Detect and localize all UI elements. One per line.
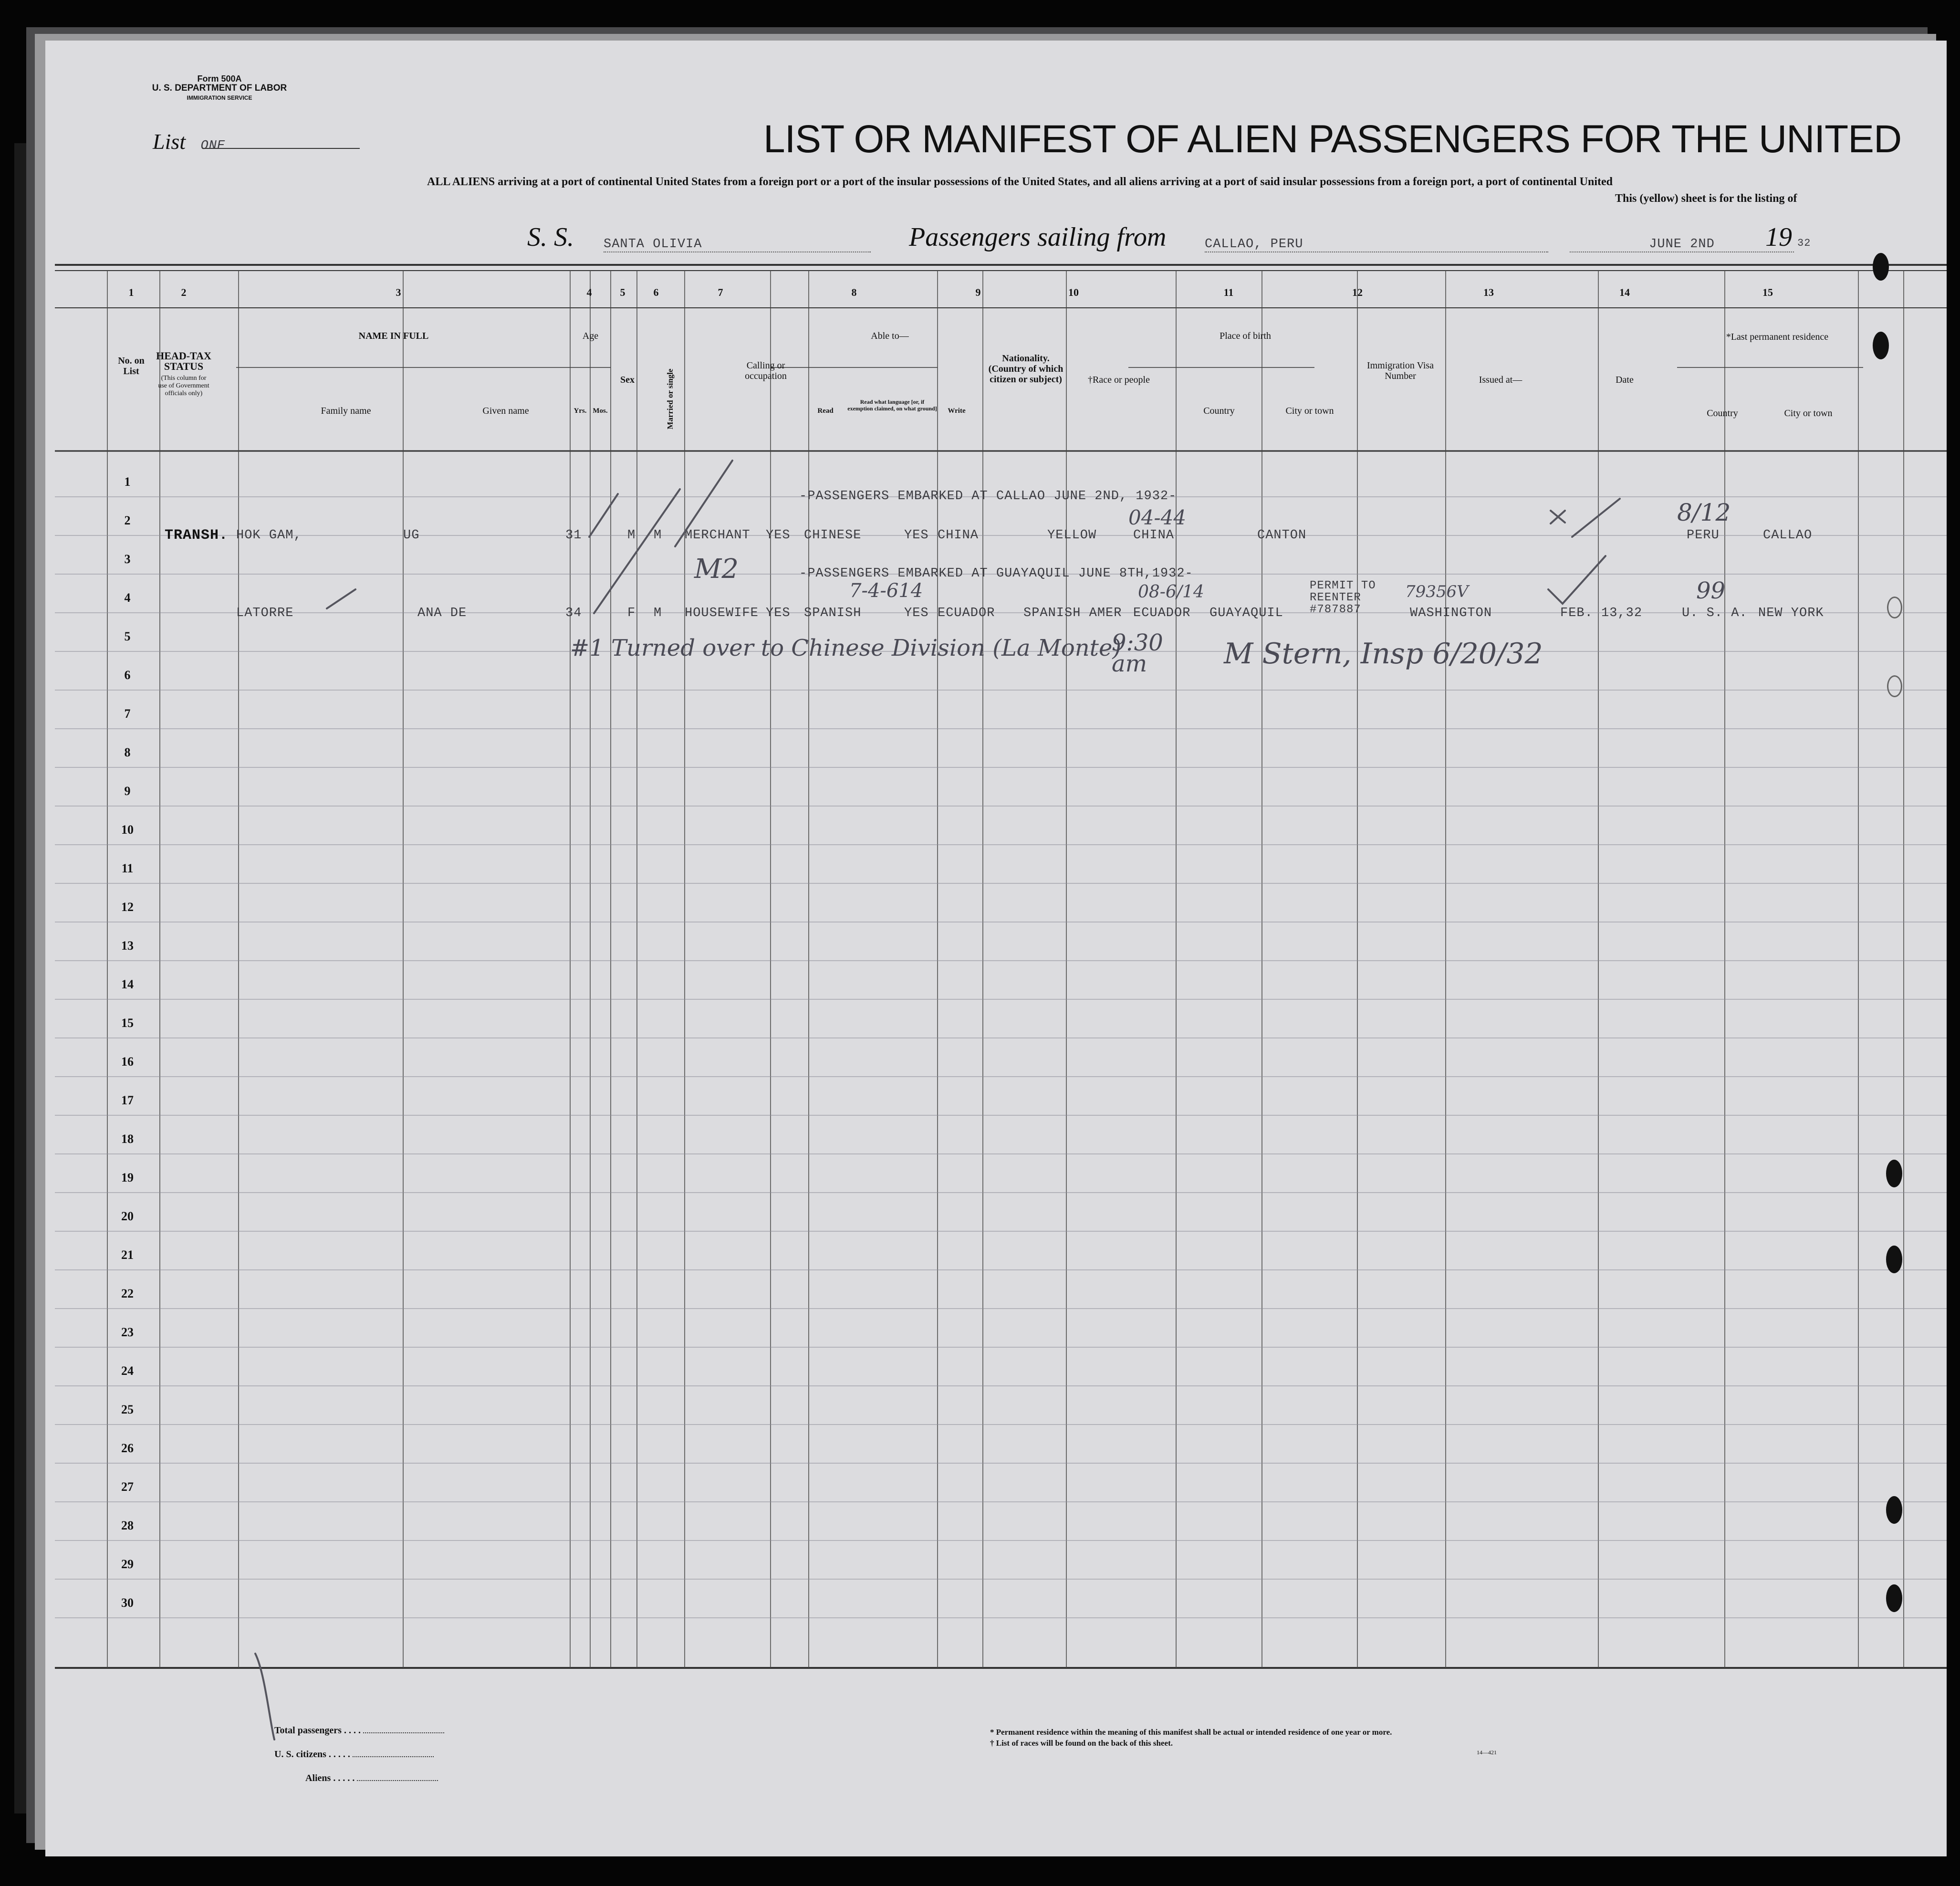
long-stroke-2 xyxy=(675,461,732,546)
header-visa: Immigration Visa Number xyxy=(1366,360,1434,381)
col-number-2: 2 xyxy=(181,286,187,298)
col-number-13: 13 xyxy=(1483,286,1494,298)
row-number: 15 xyxy=(121,1016,134,1030)
header-mos: Mos. xyxy=(593,407,608,415)
sailing-date: JUNE 2ND xyxy=(1570,237,1794,252)
row-number: 9 xyxy=(124,784,131,798)
col-number-6: 6 xyxy=(653,286,659,298)
header-able-to: Able to— xyxy=(871,331,909,341)
year-prefix: 19 xyxy=(1765,222,1792,252)
row4-birth-country: ECUADOR xyxy=(1133,606,1191,620)
row4-occupation: HOUSEWIFE xyxy=(685,606,759,620)
footer-note-races: † List of races will be found on the back of this sheet. xyxy=(990,1739,1173,1748)
row4-sex: F xyxy=(627,606,636,620)
col-number-1: 1 xyxy=(128,286,134,298)
form-number: Form 500A xyxy=(197,74,242,84)
row2-age: 31 xyxy=(565,528,582,543)
hw-res-note: 99 xyxy=(1696,577,1726,604)
col-number-12: 12 xyxy=(1352,286,1363,298)
row4-race: SPANISH AMER xyxy=(1023,606,1122,620)
row-number: 30 xyxy=(121,1596,134,1610)
service-name: IMMIGRATION SERVICE xyxy=(187,94,252,101)
col-number-7: 7 xyxy=(718,286,723,298)
row-number: 2 xyxy=(124,513,131,527)
header-date: Date xyxy=(1616,375,1634,385)
footer-total-passengers: Total passengers . . . . xyxy=(274,1725,444,1736)
header-yrs: Yrs. xyxy=(573,407,587,415)
row2-read: YES xyxy=(766,528,791,543)
binder-hole xyxy=(1873,253,1889,281)
binder-hole xyxy=(1886,1246,1902,1273)
row-number: 21 xyxy=(121,1248,134,1262)
col-number-9: 9 xyxy=(975,286,981,298)
footer-us-citizens: U. S. citizens . . . . . xyxy=(274,1749,434,1760)
total-label: Total passengers xyxy=(274,1725,342,1736)
hw-row2-mark: 8/12 xyxy=(1677,499,1731,526)
binder-hole xyxy=(1887,675,1902,697)
ss-label: S. S. xyxy=(527,222,574,252)
header-calling: Calling or occupation xyxy=(745,360,787,381)
header-given-name: Given name xyxy=(482,406,529,416)
list-label: List xyxy=(153,129,186,154)
citizens-label: U. S. citizens xyxy=(274,1749,326,1760)
row-number: 27 xyxy=(121,1480,134,1494)
row4-language: SPANISH xyxy=(804,606,862,620)
row4-married: M xyxy=(654,606,662,620)
row4-family-name: LATORRE xyxy=(236,606,294,620)
row-number: 8 xyxy=(124,745,131,759)
row2-birth-city: CANTON xyxy=(1257,528,1307,543)
header-nationality: Nationality. (Country of which citizen or subject) xyxy=(988,353,1063,385)
row2-birth-country: CHINA xyxy=(1133,528,1175,543)
row2-married: M xyxy=(654,528,662,543)
header-write: Write xyxy=(948,407,966,415)
header-read: Read xyxy=(817,407,834,415)
col-number-15: 15 xyxy=(1762,286,1773,298)
row4-res-city: NEW YORK xyxy=(1758,606,1824,620)
header-head-tax: HEAD-TAX STATUS xyxy=(156,350,211,372)
header-family-name: Family name xyxy=(321,406,371,416)
sailing-label: Passengers sailing from xyxy=(909,222,1167,252)
handwritten-marks xyxy=(45,41,1947,1856)
row-number: 10 xyxy=(121,823,134,837)
header-read-what: Read what language [or, if exemption claimed, on what ground] xyxy=(847,398,937,412)
row-number: 6 xyxy=(124,668,131,682)
row-number: 14 xyxy=(121,977,134,991)
row-number: 24 xyxy=(121,1364,134,1378)
list-value: ONE xyxy=(200,139,226,153)
header-birth-country: Country xyxy=(1203,406,1235,416)
header-sex: Sex xyxy=(620,375,635,385)
row4-age: 34 xyxy=(565,606,582,620)
row-number: 28 xyxy=(121,1519,134,1532)
row-number: 18 xyxy=(121,1132,134,1146)
row4-res-country: U. S. A. xyxy=(1682,606,1748,620)
row-number: 25 xyxy=(121,1403,134,1416)
header-place-of-birth: Place of birth xyxy=(1220,331,1271,341)
row2-write: YES xyxy=(904,528,929,543)
footer-form-code: 14—421 xyxy=(1477,1749,1497,1756)
row-number: 4 xyxy=(124,591,131,605)
row4-nationality: ECUADOR xyxy=(938,606,995,620)
row4-issued-at: WASHINGTON xyxy=(1410,606,1492,620)
row2-language: CHINESE xyxy=(804,528,862,543)
hw-m2: M2 xyxy=(694,554,739,585)
x-mark xyxy=(1551,511,1565,524)
row-number: 19 xyxy=(121,1171,134,1184)
hw-code-row3: 7-4-614 xyxy=(849,580,923,602)
banner-callao: -PASSENGERS EMBARKED AT CALLAO JUNE 2ND, 1932- xyxy=(799,489,1177,503)
binder-hole xyxy=(1886,1160,1902,1187)
header-age: Age xyxy=(582,331,599,341)
row2-race: YELLOW xyxy=(1047,528,1097,543)
row2-sex: M xyxy=(627,528,636,543)
row2-given-name: UG xyxy=(403,528,420,543)
sailing-from: CALLAO, PERU xyxy=(1205,237,1548,252)
row2-nationality: CHINA xyxy=(938,528,979,543)
row2-family-name: HOK GAM, xyxy=(236,528,302,543)
col-number-3: 3 xyxy=(396,286,401,298)
check-row4 xyxy=(327,589,355,608)
row-number: 1 xyxy=(124,475,131,489)
row-number: 20 xyxy=(121,1209,134,1223)
page-title: LIST OR MANIFEST OF ALIEN PASSENGERS FOR THE UNITED xyxy=(763,117,1902,161)
row-number: 26 xyxy=(121,1441,134,1455)
header-head-tax-note: (This column for use of Government officials only) xyxy=(158,375,209,397)
row-number: 7 xyxy=(124,707,131,721)
row4-date: FEB. 13,32 xyxy=(1560,606,1643,620)
row-number: 11 xyxy=(121,861,134,875)
subtitle-line-2: This (yellow) sheet is for the listing of xyxy=(1615,192,1797,205)
long-stroke xyxy=(594,489,680,613)
hw-note-row5: #1 Turned over to Chinese Division (La Monte) xyxy=(570,635,1122,661)
row2-res-country: PERU xyxy=(1687,528,1720,543)
header-name-in-full: NAME IN FULL xyxy=(358,331,429,341)
check-row2-date xyxy=(1572,499,1620,537)
header-married: Married or single xyxy=(666,368,675,430)
manifest-sheet xyxy=(45,41,1947,1856)
row4-read: YES xyxy=(766,606,791,620)
banner-guayaquil: -PASSENGERS EMBARKED AT GUAYAQUIL JUNE 8TH,1932- xyxy=(799,566,1193,581)
header-issued-at: Issued at— xyxy=(1479,375,1522,385)
col-number-11: 11 xyxy=(1223,286,1234,298)
row2-occupation: MERCHANT xyxy=(685,528,751,543)
col-number-5: 5 xyxy=(620,286,626,298)
col-number-8: 8 xyxy=(851,286,857,298)
header-last-residence: *Last permanent residence xyxy=(1726,332,1829,342)
binder-hole xyxy=(1886,1496,1902,1524)
subtitle-line-1: ALL ALIENS arriving at a port of continental United States from a foreign port or a port of the insular possessions of the United States, and all aliens arriving at a port of said insular possessions from a foreign port, a port of continental United xyxy=(427,176,1613,188)
row-number: 23 xyxy=(121,1325,134,1339)
row-number: 22 xyxy=(121,1287,134,1300)
year-suffix: 32 xyxy=(1797,237,1811,249)
check-stroke-row2 xyxy=(589,494,618,537)
header-no-on-list: No. on List xyxy=(118,356,145,377)
header-res-country: Country xyxy=(1707,408,1738,419)
row4-visa: PERMIT TO REENTER #787887 xyxy=(1310,579,1376,616)
row-number: 17 xyxy=(121,1093,134,1107)
department-name: U. S. DEPARTMENT OF LABOR xyxy=(152,83,287,93)
footer-note-residence: * Permanent residence within the meaning of this manifest shall be actual or intended residence of one year or more. xyxy=(990,1728,1392,1737)
row-number: 3 xyxy=(124,552,131,566)
margin-stroke xyxy=(255,1654,274,1739)
row4-birth-city: GUAYAQUIL xyxy=(1209,606,1283,620)
row4-write: YES xyxy=(904,606,929,620)
row2-head-tax: TRANSH. xyxy=(165,527,229,544)
col-number-14: 14 xyxy=(1619,286,1630,298)
row2-res-city: CALLAO xyxy=(1763,528,1813,543)
hw-inspector-signature: M Stern, Insp 6/20/32 xyxy=(1224,637,1543,671)
col-number-4: 4 xyxy=(586,286,592,298)
binder-hole xyxy=(1887,597,1902,618)
binder-hole xyxy=(1873,332,1889,359)
hw-birth-note-1: 04-44 xyxy=(1128,506,1187,529)
row-number: 29 xyxy=(121,1557,134,1571)
check-row4-date xyxy=(1548,556,1606,604)
binder-hole xyxy=(1886,1584,1902,1612)
row-number: 12 xyxy=(121,900,134,914)
header-race: †Race or people xyxy=(1088,375,1150,385)
hw-time-note: 9:30 am xyxy=(1112,629,1163,677)
aliens-label: Aliens xyxy=(305,1773,331,1783)
ship-name: SANTA OLIVIA xyxy=(604,237,871,252)
footer-aliens: Aliens . . . . . xyxy=(305,1773,438,1784)
row-number: 5 xyxy=(124,629,131,643)
row-number: 13 xyxy=(121,939,134,953)
row-number: 16 xyxy=(121,1055,134,1069)
header-res-city: City or town xyxy=(1784,408,1833,419)
hw-visa-number: 79356V xyxy=(1405,582,1469,601)
header-birth-city: City or town xyxy=(1285,406,1334,416)
col-number-10: 10 xyxy=(1068,286,1079,298)
row4-given-name: ANA DE xyxy=(417,606,467,620)
hw-birth-note-2: 08-6/14 xyxy=(1138,582,1204,602)
